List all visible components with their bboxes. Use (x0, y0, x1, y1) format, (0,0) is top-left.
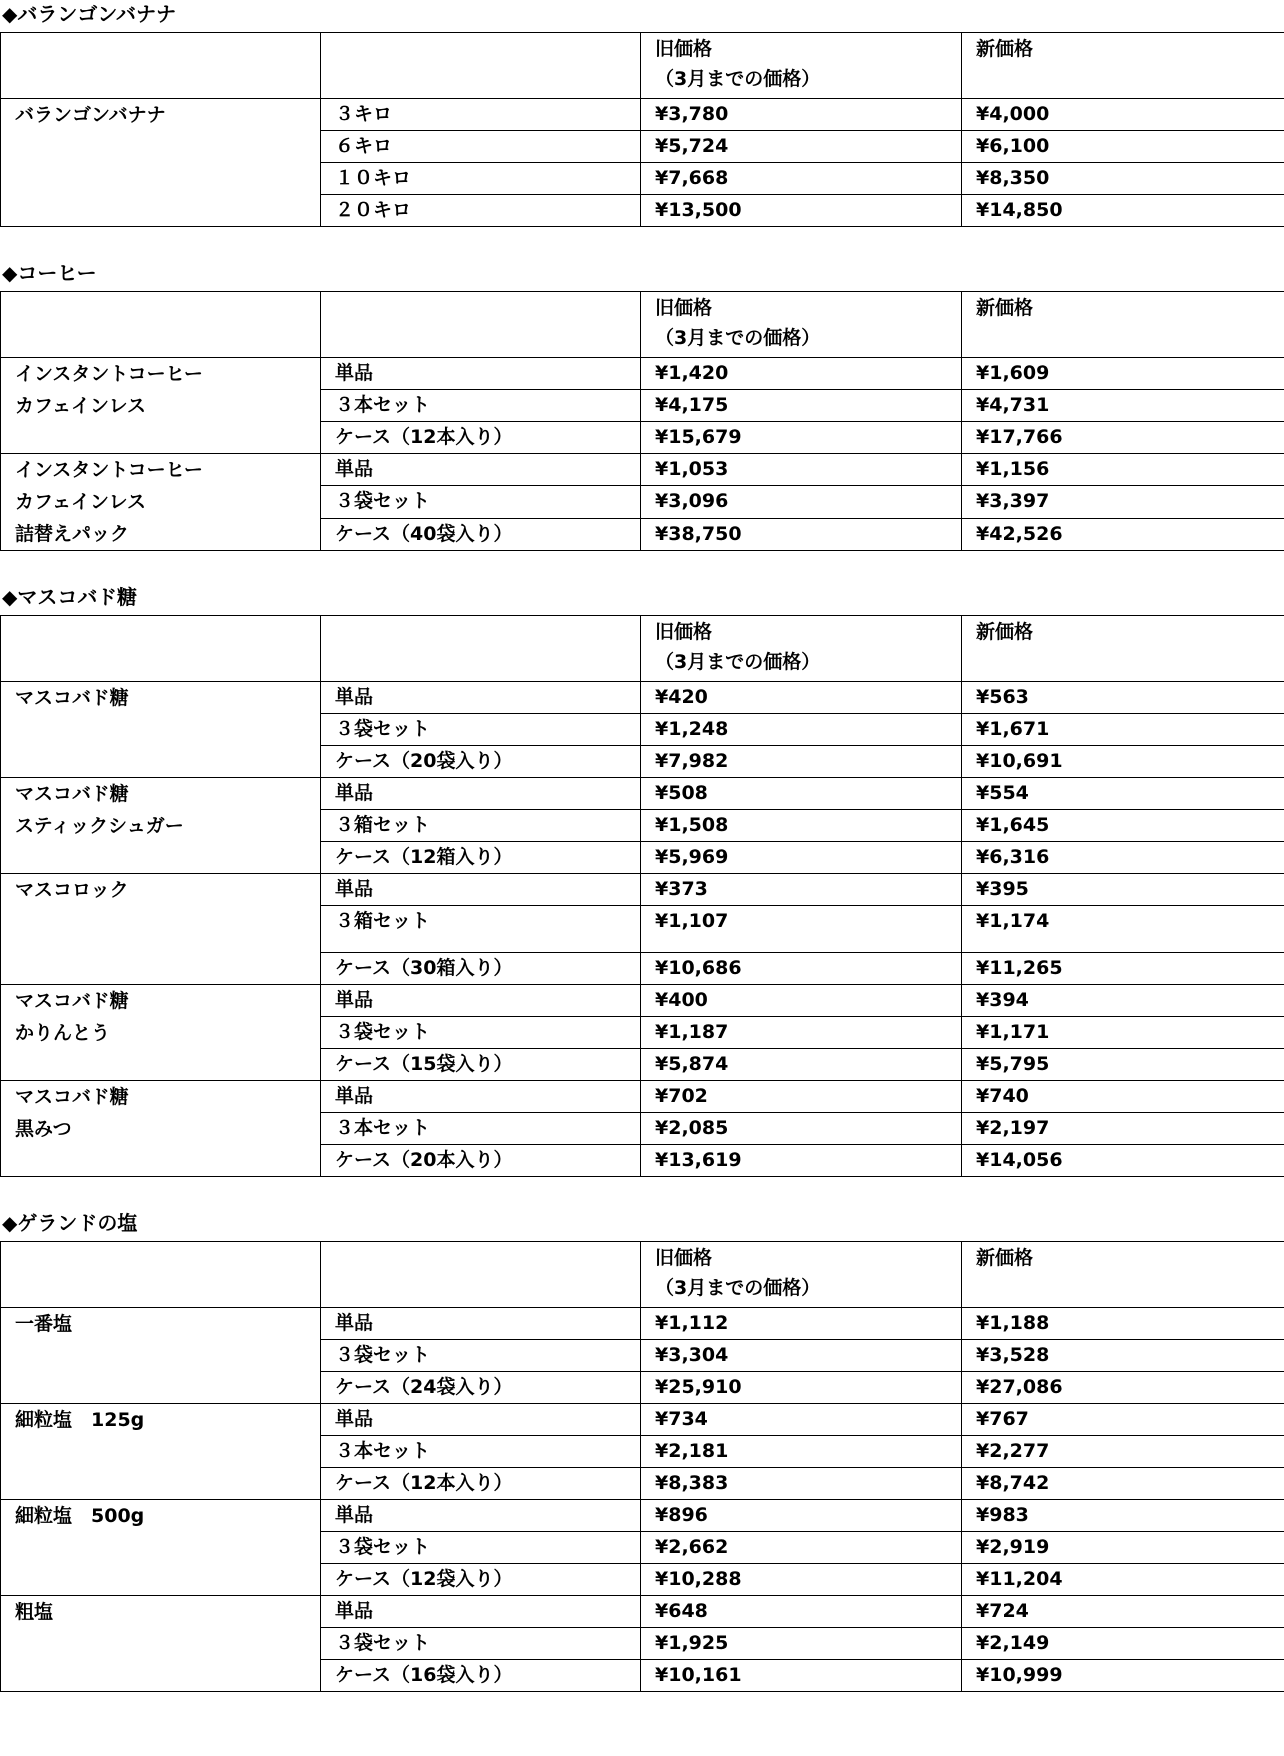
old-price-cell: ¥1,925 (641, 1628, 962, 1660)
old-price-cell: ¥3,780 (641, 99, 962, 131)
old-price-cell: ¥896 (641, 1500, 962, 1532)
old-price-cell: ¥1,107 (641, 906, 962, 953)
variant-cell: ケース（24袋入り） (321, 1372, 641, 1404)
old-price-cell: ¥3,304 (641, 1340, 962, 1372)
variant-cell: 単品 (321, 358, 641, 390)
variant-cell: ３袋セット (321, 1340, 641, 1372)
section-spacer (0, 1177, 1284, 1209)
header-product-cell (1, 33, 321, 99)
old-price-cell: ¥10,288 (641, 1564, 962, 1596)
old-price-cell: ¥648 (641, 1596, 962, 1628)
header-product-cell (1, 292, 321, 358)
new-price-cell: ¥1,174 (962, 906, 1284, 953)
price-table (0, 615, 1284, 1177)
new-price-cell: ¥11,204 (962, 1564, 1284, 1596)
old-price-cell: ¥4,175 (641, 390, 962, 422)
product-name-line: 粗塩 (15, 1601, 54, 1623)
product-name-line: 細粒塩 125g (15, 1409, 145, 1431)
header-old-price (641, 616, 962, 682)
old-price-cell: ¥508 (641, 778, 962, 810)
variant-cell: ３箱セット (321, 810, 641, 842)
variant-cell: 単品 (321, 1404, 641, 1436)
table-header-row (1, 616, 1284, 682)
header-old-price (641, 33, 962, 99)
product-name-line: マスコバド糖 (15, 687, 129, 709)
new-price-cell: ¥1,156 (962, 454, 1284, 486)
new-price-label: 新価格 (976, 1247, 1034, 1269)
variant-cell: ケース（12箱入り） (321, 842, 641, 874)
new-price-cell: ¥10,999 (962, 1660, 1284, 1692)
section-spacer (0, 227, 1284, 259)
new-price-cell: ¥27,086 (962, 1372, 1284, 1404)
old-price-note: （3月までの価格） (655, 1277, 821, 1299)
new-price-cell: ¥983 (962, 1500, 1284, 1532)
product-name-cell (1, 454, 321, 551)
variant-cell: ケース（20本入り） (321, 1145, 641, 1177)
new-price-cell: ¥3,397 (962, 486, 1284, 518)
price-section (0, 0, 1284, 227)
new-price-label: 新価格 (976, 621, 1034, 643)
old-price-cell: ¥7,668 (641, 163, 962, 195)
old-price-cell: ¥400 (641, 985, 962, 1017)
new-price-cell: ¥6,316 (962, 842, 1284, 874)
old-price-cell: ¥420 (641, 682, 962, 714)
new-price-cell: ¥1,645 (962, 810, 1284, 842)
old-price-cell: ¥5,969 (641, 842, 962, 874)
variant-cell: ケース（12袋入り） (321, 1564, 641, 1596)
variant-cell: ３箱セット (321, 906, 641, 953)
header-old-price (641, 292, 962, 358)
old-price-label: 旧価格 (655, 1247, 713, 1269)
old-price-cell: ¥5,724 (641, 131, 962, 163)
new-price-label: 新価格 (976, 38, 1034, 60)
variant-cell: ケース（16袋入り） (321, 1660, 641, 1692)
old-price-cell: ¥734 (641, 1404, 962, 1436)
product-name-cell (1, 1081, 321, 1177)
variant-cell: 単品 (321, 985, 641, 1017)
variant-cell: ケース（15袋入り） (321, 1049, 641, 1081)
new-price-cell: ¥2,277 (962, 1436, 1284, 1468)
variant-cell: ３キロ (321, 99, 641, 131)
table-row (1, 1404, 1284, 1436)
old-price-cell: ¥10,686 (641, 953, 962, 985)
variant-cell: ３本セット (321, 390, 641, 422)
product-name-line: 細粒塩 500g (15, 1505, 145, 1527)
header-new-price (962, 1242, 1284, 1308)
old-price-cell: ¥3,096 (641, 486, 962, 518)
table-row (1, 358, 1284, 390)
header-new-price (962, 292, 1284, 358)
price-table (0, 32, 1284, 227)
price-table (0, 291, 1284, 551)
header-new-price (962, 33, 1284, 99)
new-price-cell: ¥8,350 (962, 163, 1284, 195)
header-variant-cell (321, 616, 641, 682)
section-title: ◆ゲランドの塩 (2, 1211, 138, 1235)
new-price-cell: ¥5,795 (962, 1049, 1284, 1081)
table-row (1, 454, 1284, 486)
old-price-note: （3月までの価格） (655, 651, 821, 673)
new-price-cell: ¥4,731 (962, 390, 1284, 422)
section-title: ◆マスコバド糖 (2, 585, 137, 609)
variant-cell: ケース（30箱入り） (321, 953, 641, 985)
new-price-cell: ¥554 (962, 778, 1284, 810)
product-name-cell (1, 358, 321, 454)
old-price-cell: ¥5,874 (641, 1049, 962, 1081)
old-price-cell: ¥373 (641, 874, 962, 906)
old-price-cell: ¥1,508 (641, 810, 962, 842)
product-name-line: 黒みつ (15, 1118, 72, 1140)
header-old-price (641, 1242, 962, 1308)
old-price-note: （3月までの価格） (655, 68, 821, 90)
table-row (1, 1500, 1284, 1532)
price-section (0, 1209, 1284, 1692)
new-price-cell: ¥14,056 (962, 1145, 1284, 1177)
variant-cell: ケース（20袋入り） (321, 746, 641, 778)
product-name-line: バランゴンバナナ (15, 104, 166, 126)
old-price-cell: ¥13,500 (641, 195, 962, 227)
product-name-line: マスコロック (15, 879, 129, 901)
header-product-cell (1, 616, 321, 682)
product-name-cell (1, 985, 321, 1081)
new-price-cell: ¥3,528 (962, 1340, 1284, 1372)
variant-cell: ２０キロ (321, 195, 641, 227)
variant-cell: ケース（12本入り） (321, 1468, 641, 1500)
new-price-cell: ¥563 (962, 682, 1284, 714)
variant-cell: 単品 (321, 1500, 641, 1532)
old-price-cell: ¥15,679 (641, 422, 962, 454)
old-price-cell: ¥13,619 (641, 1145, 962, 1177)
old-price-cell: ¥1,420 (641, 358, 962, 390)
variant-cell: ３袋セット (321, 1532, 641, 1564)
table-row (1, 682, 1284, 714)
new-price-cell: ¥17,766 (962, 422, 1284, 454)
new-price-cell: ¥394 (962, 985, 1284, 1017)
old-price-cell: ¥8,383 (641, 1468, 962, 1500)
product-name-cell (1, 778, 321, 874)
product-name-cell (1, 1308, 321, 1404)
header-variant-cell (321, 33, 641, 99)
old-price-cell: ¥1,112 (641, 1308, 962, 1340)
new-price-cell: ¥395 (962, 874, 1284, 906)
table-row (1, 99, 1284, 131)
old-price-cell: ¥38,750 (641, 518, 962, 550)
price-section (0, 259, 1284, 551)
new-price-cell: ¥1,671 (962, 714, 1284, 746)
new-price-label: 新価格 (976, 297, 1034, 319)
variant-cell: 単品 (321, 1596, 641, 1628)
product-name-cell (1, 1596, 321, 1692)
table-header-row (1, 1242, 1284, 1308)
old-price-cell: ¥702 (641, 1081, 962, 1113)
product-name-cell (1, 682, 321, 778)
product-name-line: マスコバド糖 (15, 1086, 129, 1108)
old-price-cell: ¥7,982 (641, 746, 962, 778)
header-variant-cell (321, 292, 641, 358)
new-price-cell: ¥6,100 (962, 131, 1284, 163)
variant-cell: 単品 (321, 682, 641, 714)
product-name-line: インスタントコーヒー (15, 459, 203, 481)
product-name-line: 一番塩 (15, 1313, 73, 1335)
variant-cell: 単品 (321, 1308, 641, 1340)
product-name-cell (1, 1500, 321, 1596)
variant-cell: ケース（12本入り） (321, 422, 641, 454)
product-name-line: 詰替えパック (15, 523, 130, 545)
product-name-cell (1, 99, 321, 227)
old-price-cell: ¥25,910 (641, 1372, 962, 1404)
new-price-cell: ¥740 (962, 1081, 1284, 1113)
new-price-cell: ¥724 (962, 1596, 1284, 1628)
section-title: ◆コーヒー (2, 261, 97, 285)
product-name-line: インスタントコーヒー (15, 363, 203, 385)
new-price-cell: ¥2,149 (962, 1628, 1284, 1660)
old-price-cell: ¥2,662 (641, 1532, 962, 1564)
section-spacer (0, 551, 1284, 583)
header-product-cell (1, 1242, 321, 1308)
table-header-row (1, 33, 1284, 99)
table-row (1, 985, 1284, 1017)
old-price-label: 旧価格 (655, 297, 713, 319)
table-row (1, 778, 1284, 810)
old-price-cell: ¥2,181 (641, 1436, 962, 1468)
variant-cell: 単品 (321, 1081, 641, 1113)
table-row (1, 1081, 1284, 1113)
new-price-cell: ¥8,742 (962, 1468, 1284, 1500)
product-name-line: マスコバド糖 (15, 783, 129, 805)
section-title: ◆バランゴンバナナ (2, 2, 176, 26)
new-price-cell: ¥2,197 (962, 1113, 1284, 1145)
new-price-cell: ¥14,850 (962, 195, 1284, 227)
new-price-cell: ¥2,919 (962, 1532, 1284, 1564)
variant-cell: 単品 (321, 454, 641, 486)
old-price-label: 旧価格 (655, 621, 713, 643)
old-price-cell: ¥1,053 (641, 454, 962, 486)
new-price-cell: ¥1,609 (962, 358, 1284, 390)
old-price-note: （3月までの価格） (655, 327, 821, 349)
product-name-line: カフェインレス (15, 395, 147, 417)
variant-cell: 単品 (321, 778, 641, 810)
variant-cell: ６キロ (321, 131, 641, 163)
price-section (0, 583, 1284, 1177)
old-price-cell: ¥1,248 (641, 714, 962, 746)
table-header-row (1, 292, 1284, 358)
variant-cell: ３袋セット (321, 714, 641, 746)
old-price-cell: ¥2,085 (641, 1113, 962, 1145)
variant-cell: ３袋セット (321, 1628, 641, 1660)
new-price-cell: ¥1,188 (962, 1308, 1284, 1340)
new-price-cell: ¥11,265 (962, 953, 1284, 985)
product-name-line: カフェインレス (15, 491, 147, 513)
variant-cell: ３本セット (321, 1113, 641, 1145)
variant-cell: ３袋セット (321, 1017, 641, 1049)
product-name-line: スティックシュガー (15, 815, 184, 837)
new-price-cell: ¥4,000 (962, 99, 1284, 131)
new-price-cell: ¥10,691 (962, 746, 1284, 778)
product-name-cell (1, 874, 321, 985)
variant-cell: ３袋セット (321, 486, 641, 518)
old-price-cell: ¥1,187 (641, 1017, 962, 1049)
table-row (1, 1308, 1284, 1340)
product-name-line: かりんとう (15, 1022, 111, 1044)
table-row (1, 1596, 1284, 1628)
old-price-cell: ¥10,161 (641, 1660, 962, 1692)
variant-cell: １０キロ (321, 163, 641, 195)
new-price-cell: ¥42,526 (962, 518, 1284, 550)
product-name-cell (1, 1404, 321, 1500)
old-price-label: 旧価格 (655, 38, 713, 60)
product-name-line: マスコバド糖 (15, 990, 129, 1012)
header-new-price (962, 616, 1284, 682)
price-table (0, 1241, 1284, 1692)
table-row (1, 874, 1284, 906)
new-price-cell: ¥767 (962, 1404, 1284, 1436)
header-variant-cell (321, 1242, 641, 1308)
new-price-cell: ¥1,171 (962, 1017, 1284, 1049)
variant-cell: ３本セット (321, 1436, 641, 1468)
variant-cell: ケース（40袋入り） (321, 518, 641, 550)
variant-cell: 単品 (321, 874, 641, 906)
